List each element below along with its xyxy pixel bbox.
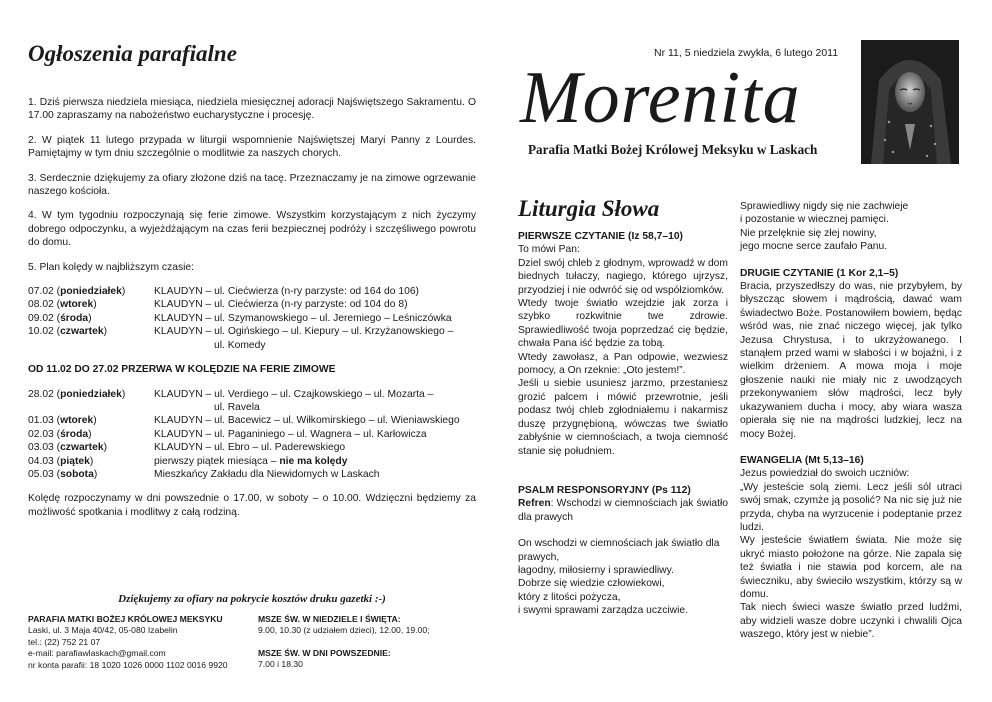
schedule-text: pierwszy piątek miesiąca – nie ma kolędy (154, 455, 348, 467)
liturgy-column-right (740, 200, 962, 642)
schedule-text: KLAUDYN – ul. Ciećwierza (n-ry parzyste: od 104 do 8) (154, 299, 408, 311)
first-reading-text: Dziel swój chleb z głodnym, wprowadź w dom biednych tułaczy, nagiego, którego ujrzysz, przyodziej i nie odwróć się od współziomków. (518, 257, 728, 296)
masthead: Morenita (520, 57, 801, 139)
footer-account: nr konta parafii: 18 1020 1026 0000 1102 0016 9920 (28, 659, 228, 670)
schedule-date: 05.03 (sobota) (28, 468, 98, 480)
schedule-text: KLAUDYN – ul. Ebro – ul. Paderewskiego (154, 442, 346, 454)
schedule-date: 07.02 (poniedziałek) (28, 286, 126, 298)
announcements-title: Ogłoszenia parafialne (28, 41, 237, 66)
sunday-masses-heading: MSZE ŚW. W NIEDZIELE I ŚWIĘTA: (258, 614, 401, 624)
schedule-table-2 (28, 388, 476, 482)
schedule-date: 02.03 (środa) (28, 428, 92, 440)
psalm-line: i swymi sprawami zarządza uczciwie. (518, 605, 688, 617)
psalm-line: Sprawiedliwy nigdy się nie zachwieje (740, 201, 909, 212)
schedule-text: KLAUDYN – ul. Szymanowskiego – ul. Jeremiego – Leśniczówka (154, 312, 452, 324)
liturgy-title: Liturgia Słowa (518, 196, 660, 221)
gospel-intro: Jezus powiedział do swoich uczniów: (740, 468, 910, 480)
announcement-4: 4. W tym tygodniu rozpoczynają się ferie zimowe. Wszystkim korzystającym z nich życzymy dobrego odpoczynku, a wyjeżdżającym na czas ferii bezpiecznej podróży i szczęśliwego powrotu do domu. (28, 210, 476, 249)
schedule-date: 10.02 (czwartek) (28, 326, 108, 338)
closing-note: Kolędę rozpoczynamy w dni powszednie o 17.00, w soboty – o 10.00. Wdzięczni będziemy za możliwość spotkania i modlitwy z całą rodziną. (28, 493, 476, 518)
psalm-line: Nie przelęknie się złej nowiny, (740, 227, 877, 239)
psalm-refrain: Refren: Wschodzi w ciemnościach jak światło dla prawych (518, 498, 728, 523)
psalm-line: i pozostanie w wiecznej pamięci. (740, 214, 889, 226)
schedule-table-1 (28, 285, 476, 352)
schedule-date: 01.03 (wtorek) (28, 415, 97, 427)
footer-org: PARAFIA MATKI BOŻEJ KRÓLOWEJ MEKSYKU (28, 614, 223, 624)
psalm-line: który z litości pożycza, (518, 591, 621, 603)
break-notice: OD 11.02 DO 27.02 PRZERWA W KOLĘDZIE NA FERIE ZIMOWE (28, 364, 336, 376)
psalm-line: jego mocne serce zaufało Panu. (740, 241, 888, 253)
second-reading-heading: DRUGIE CZYTANIE (1 Kor 2,1–5) (740, 267, 899, 279)
schedule-date: 03.03 (czwartek) (28, 442, 108, 454)
psalm-line: On wschodzi w ciemnościach jak światło dla prawych, (518, 538, 720, 563)
sunday-masses: 9.00, 10.30 (z udziałem dzieci), 12.00, 19.00; (258, 625, 430, 636)
announcement-1: 1. Dziś pierwsza niedziela miesiąca, niedziela miesięcznej adoracji Najświętszego Sakramentu. O 17.00 zapraszamy na nabożeństwo eucharystyczne i procesję. (28, 97, 476, 122)
announcement-2: 2. W piątek 11 lutego przypada w liturgii wspomnienie Najświętszej Maryi Panny z Lourdes. Pamiętajmy w tym dniu szczególnie o modlitwie za naszych chorych. (28, 134, 476, 160)
schedule-date: 08.02 (wtorek) (28, 299, 97, 311)
parish-name: Parafia Matki Bożej Królowej Meksyku w Laskach (528, 142, 818, 157)
schedule-text-cont: ul. Komedy (214, 339, 266, 351)
schedule-text: KLAUDYN – ul. Ciećwierza (n-ry parzyste: od 164 do 106) (154, 286, 419, 298)
gospel-text: Wy jesteście światłem świata. Nie może się ukryć miasto położone na górze. Nie zapala się też światła i nie stawia pod korcem, ale na świeczniku, aby świeciło wszystkim, którzy są w domu. (740, 535, 962, 600)
liturgy-column-middle (518, 230, 728, 618)
schedule-text-cont: ul. Ravela (214, 401, 260, 413)
schedule-text: KLAUDYN – ul. Ogińskiego – ul. Kiepury – ul. Krzyżanowskiego – (154, 326, 454, 338)
gospel-text: „Wy jesteście solą ziemi. Lecz jeśli sól utraci swój smak, czymże ją posolić? Na nic się już nie przyda, chyba na wyrzucenie i podeptanie przez ludzi. (740, 481, 962, 533)
weekday-masses: 7.00 i 18.30 (258, 659, 303, 670)
footer-masses (258, 614, 476, 671)
announcement-3: 3. Serdecznie dziękujemy za ofiary złożone dziś na tacę. Przeznaczamy je na zimowe ogrzewanie naszego kościoła. (28, 172, 476, 198)
thanks-line: Dziękujemy za ofiary na pokrycie kosztów druku gazetki :-) (118, 593, 386, 605)
schedule-text: KLAUDYN – ul. Verdiego – ul. Czajkowskiego – ul. Mozarta – (154, 388, 434, 400)
footer-address: Laski, ul. 3 Maja 40/42, 05-080 Izabelin (28, 625, 178, 636)
schedule-date: 28.02 (poniedziałek) (28, 388, 126, 400)
announcements-body (28, 96, 476, 530)
schedule-text: KLAUDYN – ul. Paganiniego – ul. Wagnera – ul. Karłowicza (154, 428, 427, 440)
psalm-line: Dobrze się wiedzie człowiekowi, (518, 578, 665, 590)
first-reading-text: Wtedy twoje światło wzejdzie jak zorza i szybko rozkwitnie twe zdrowie. Sprawiedliwość twoja poprzedzać cię będzie, chwała Pana iść będzie za tobą. (518, 298, 728, 350)
schedule-date: 09.02 (środa) (28, 312, 92, 324)
gospel-heading: EWANGELIA (Mt 5,13–16) (740, 454, 864, 466)
schedule-date: 04.03 (piątek) (28, 455, 94, 467)
first-reading-heading: PIERWSZE CZYTANIE (Iz 58,7–10) (518, 231, 683, 242)
gospel-text: Tak niech świeci wasze światło przed ludźmi, aby widzieli wasze dobre uczynki i chwalili Ojca waszego, który jest w niebie”. (740, 602, 962, 641)
schedule-text: KLAUDYN – ul. Bacewicz – ul. Wiłkomirskiego – ul. Wieniawskiego (154, 415, 460, 427)
psalm-heading: PSALM RESPONSORYJNY (Ps 112) (518, 484, 691, 496)
first-reading-text: Jeśli u siebie usuniesz jarzmo, przestaniesz grozić palcem i mówić przewrotnie, jeśli podasz twój chleb zgłodniałemu i nakarmisz duszę przygnębioną, wówczas twe światło zabłyśnie w ciemnościach, a twoja ciemność stanie się południem. (518, 378, 728, 457)
weekday-masses-heading: MSZE ŚW. W DNI POWSZEDNIE: (258, 647, 391, 658)
psalm-line: łagodny, miłosierny i sprawiedliwy. (518, 564, 674, 576)
schedule-text: Mieszkańcy Zakładu dla Niewidomych w Laskach (154, 468, 380, 480)
announcement-5: 5. Plan kolędy w najbliższym czasie: (28, 261, 194, 273)
first-reading-text: Wtedy zawołasz, a Pan odpowie, wezwiesz pomocy, a On rzeknie: „Oto jestem!”. (518, 351, 728, 377)
footer-tel: tel.: (22) 752 21 07 (28, 636, 101, 647)
virgin-of-guadalupe-portrait (861, 40, 959, 164)
footer-contact (28, 614, 248, 671)
footer-email: e-mail: parafiawlaskach@gmail.com (28, 648, 166, 659)
issue-info: Nr 11, 5 niedziela zwykła, 6 lutego 2011 (654, 47, 839, 59)
second-reading-text: Bracia, przyszedłszy do was, nie przybyłem, by błyszcząc słowem i mądrością, dawać wam świadectwo Boże. Postanowiłem bowiem, będąc wśród was, nie znać niczego więcej, jak tylko Jezusa Chrystusa, i to ukrzyżowanego. I stanąłem przed wami w słabości i w bojaźni, i z wielkim drżeniem. A mowa moja i moje głoszenie nauki nie miały nic z uwodzących przekonywaniem słów mądrości, lecz były ukazywaniem ducha i mocy, aby wiara wasza opierała się nie na mądrości ludzkiej, lecz na mocy Bożej. (740, 281, 962, 440)
first-reading-intro: To mówi Pan: (518, 244, 580, 256)
